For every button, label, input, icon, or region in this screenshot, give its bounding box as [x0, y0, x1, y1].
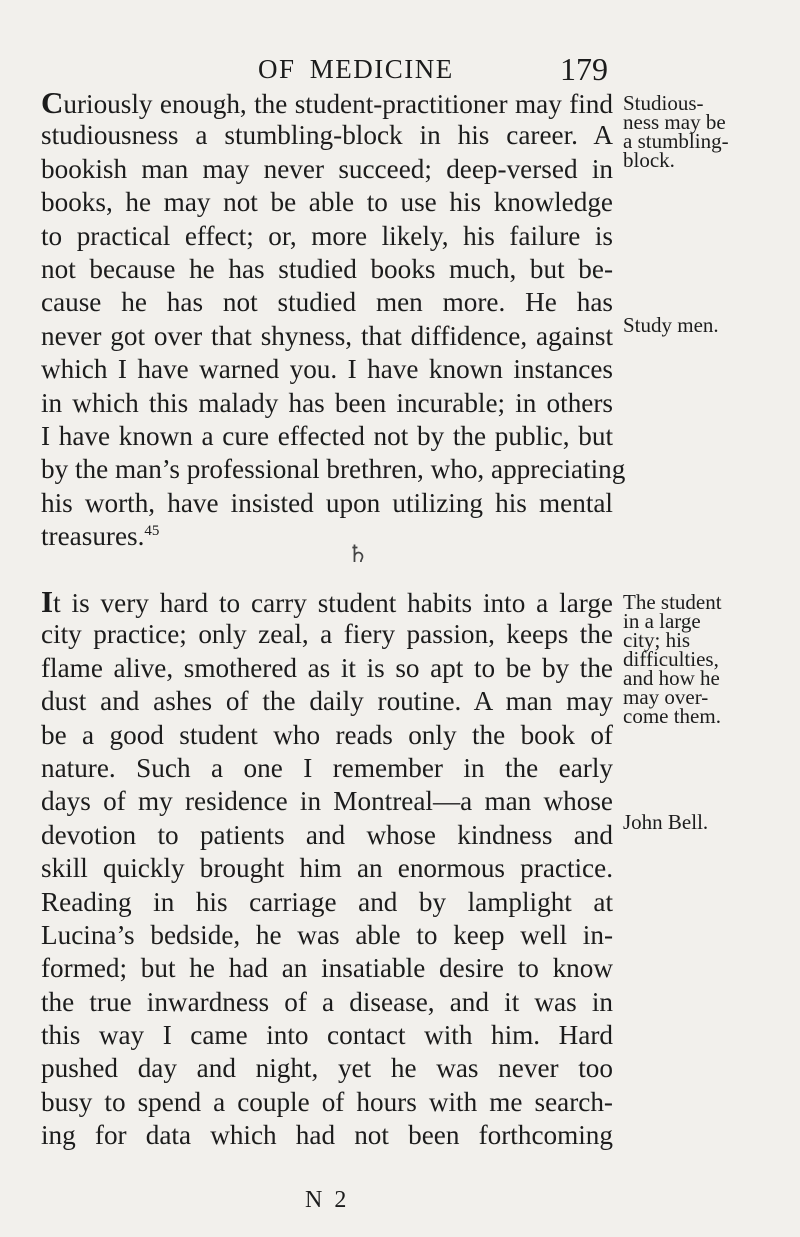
text-line: studiousness a stumbling-block in his career. A: [41, 120, 613, 151]
text-line: not because he has studied books much, but be-: [41, 253, 613, 284]
text-line: this way I came into contact with him. Hard: [41, 1020, 613, 1051]
text-line: pushed day and night, yet he was never too: [41, 1053, 613, 1084]
dropcap: I: [41, 584, 54, 619]
text-line: bookish man may never succeed; deep-versed in: [41, 153, 613, 184]
text-line: treasures.$^{45}$: [41, 521, 160, 552]
text-line: flame alive, smothered as it is so apt to be by the: [41, 652, 613, 683]
text-line: never got over that shyness, that diffidence, against: [41, 320, 613, 351]
text-line: the true inwardness of a disease, and it was in: [41, 986, 613, 1017]
text-line: be a good student who reads only the book of: [41, 719, 613, 750]
text-line: skill quickly brought him an enormous practice.: [41, 853, 613, 884]
signature-mark: N 2: [305, 1187, 350, 1213]
paragraph-2: [41, 585, 613, 1153]
page-number: 179: [560, 51, 608, 87]
text-line: Curiously enough, the student-practitioner may find: [41, 85, 613, 120]
dropcap: C: [41, 85, 64, 120]
section-ornament: ♄: [347, 542, 369, 568]
text-line: to practical effect; or, more likely, his failure is: [41, 220, 613, 251]
text-line: cause he has not studied men more. He has: [41, 287, 613, 318]
text-line: which I have warned you. I have known instances: [41, 354, 613, 385]
text-line: nature. Such a one I remember in the early: [41, 752, 613, 783]
margin-note-student-city: The student in a large city; his difficulties, and how he may over- come them.: [623, 590, 722, 728]
running-head: OF MEDICINE: [258, 54, 454, 84]
text-line: I have known a cure effected not by the public, but: [41, 420, 613, 451]
text-line: Lucina’s bedside, he was able to keep well in-: [41, 919, 613, 950]
margin-note-study-men: Study men.: [623, 313, 719, 337]
text-line: by the man’s professional brethren, who, appreciating: [41, 454, 626, 485]
text-line: ing for data which had not been forthcoming: [41, 1120, 613, 1151]
text-line: devotion to patients and whose kindness and: [41, 819, 613, 850]
margin-note-studiousness: Studious- ness may be a stumbling- block.: [623, 91, 729, 172]
text-line: books, he may not be able to use his knowledge: [41, 187, 613, 218]
text-line: It is very hard to carry student habits into a large: [41, 584, 613, 619]
text-line: his worth, have insisted upon utilizing his mental: [41, 487, 613, 518]
text-line: dust and ashes of the daily routine. A man may: [41, 686, 613, 717]
margin-note-john-bell: John Bell.: [623, 810, 709, 834]
text-line: city practice; only zeal, a fiery passion, keeps the: [41, 619, 613, 650]
paragraph-1: [41, 85, 626, 553]
text-line: in which this malady has been incurable; in others: [41, 387, 613, 418]
text-line: formed; but he had an insatiable desire to know: [41, 953, 613, 984]
text-line: busy to spend a couple of hours with me search-: [41, 1086, 613, 1117]
text-line: days of my residence in Montreal—a man whose: [41, 786, 613, 817]
footnote-marker: 45: [144, 523, 160, 540]
text-line: Reading in his carriage and by lamplight at: [41, 886, 613, 917]
